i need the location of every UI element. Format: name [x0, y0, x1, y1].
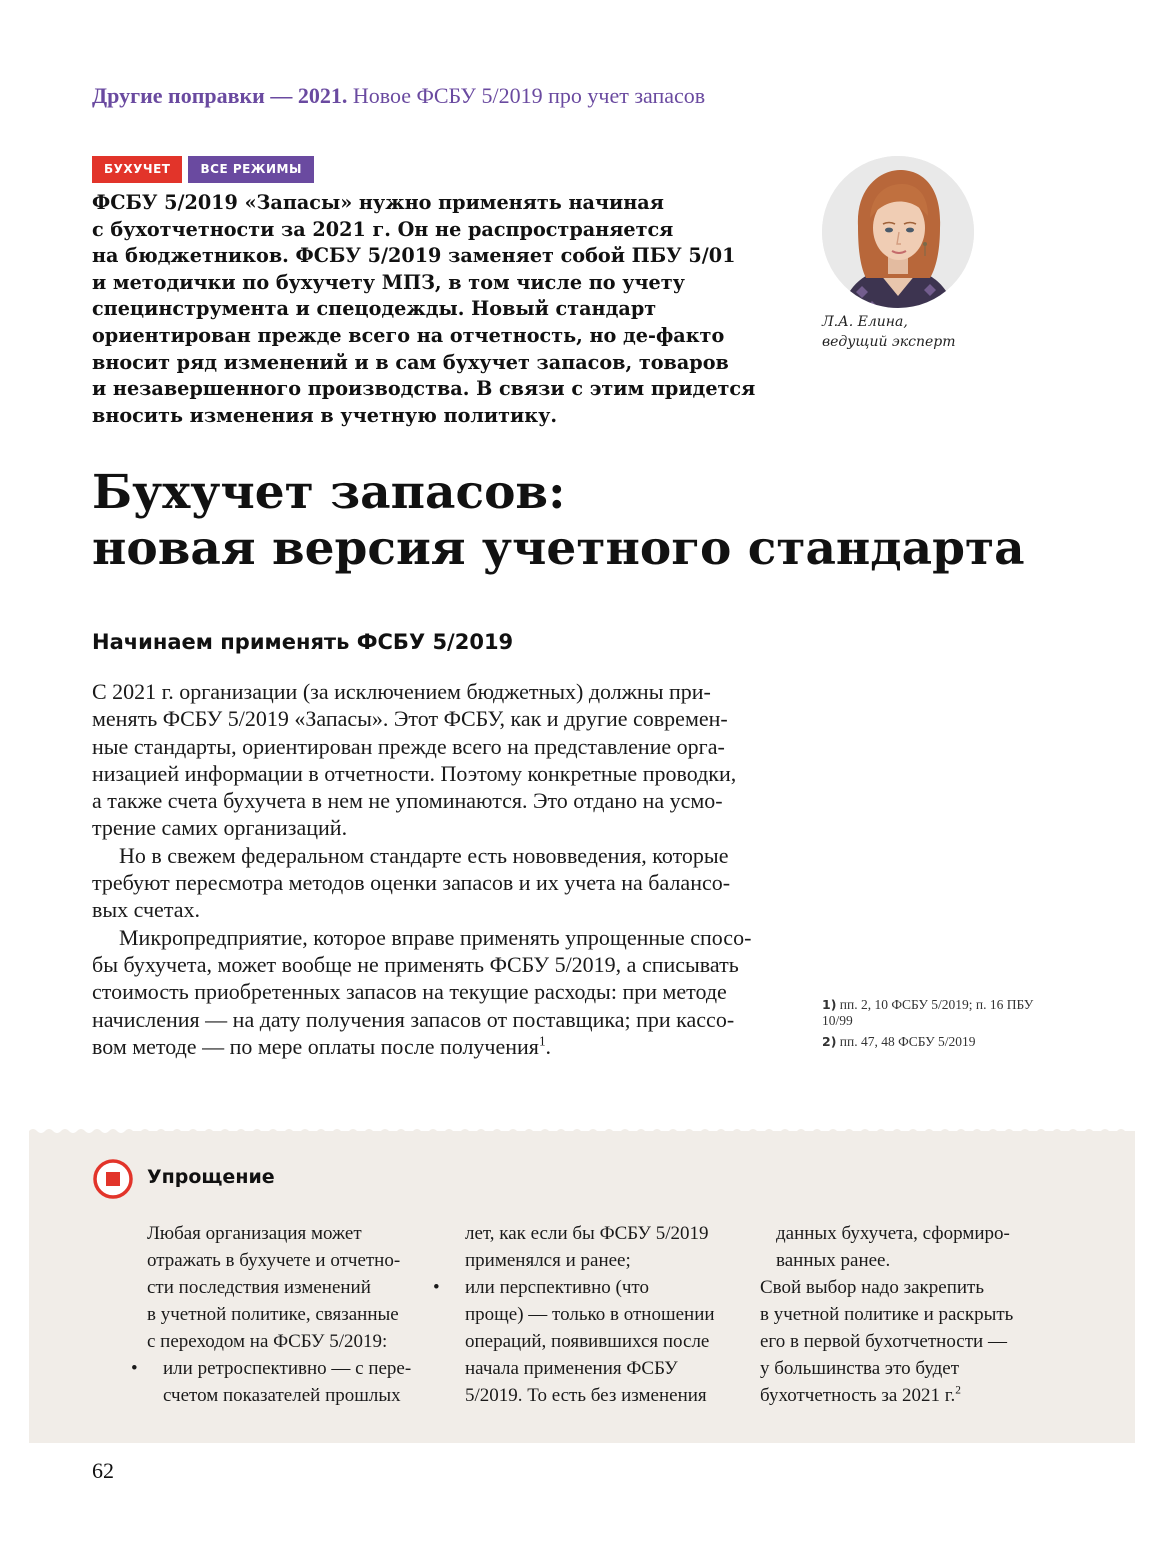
text-line-content: вом методе — по мере оплаты после получения [92, 1033, 539, 1059]
text-line: низацией информации в отчетности. Поэтому конкретные проводки, [92, 760, 737, 786]
text-line: менять ФСБУ 5/2019 «Запасы». Этот ФСБУ, как и другие современ- [92, 706, 728, 732]
tag-accounting: БУХУЧЕТ [92, 156, 182, 183]
author-caption [822, 312, 1042, 352]
text-line: Но в свежем федеральном стандарте есть нововведения, которые [119, 842, 729, 868]
footnote [822, 1034, 1062, 1050]
box-column-1 [147, 1220, 437, 1409]
lead-paragraph [92, 190, 782, 429]
text-line: ные стандарты, ориентирован прежде всего на представление орга- [92, 733, 725, 759]
running-header-topic: Новое ФСБУ 5/2019 про учет запасов [347, 83, 706, 108]
footnote-text: пп. 2, 10 ФСБУ 5/2019; п. 16 ПБУ 10/99 [822, 997, 1034, 1028]
lead-line: и методички по бухучету МПЗ, в том числе по учету [92, 270, 685, 294]
text-line: Любая организация может [147, 1223, 362, 1244]
portrait-illustration [822, 156, 974, 308]
text-line [760, 1382, 1060, 1409]
text-line: его в первой бухотчетности — [760, 1331, 1007, 1352]
tag-all-regimes: ВСЕ РЕЖИМЫ [188, 156, 313, 183]
text-line: в учетной политике и раскрыть [760, 1304, 1014, 1325]
text-line: операций, появившихся после [465, 1331, 710, 1352]
text-line: стоимость приобретенных запасов на текущие расходы: при методе [92, 979, 727, 1005]
body-text [92, 678, 792, 1060]
text-line: лет, как если бы ФСБУ 5/2019 [465, 1223, 709, 1244]
page-number: 62 [92, 1458, 114, 1483]
text-line: применялся и ранее; [465, 1250, 631, 1271]
footnote-number: 1) [822, 997, 837, 1012]
lead-line: специнструмента и спецодежды. Новый стандарт [92, 297, 657, 321]
text-line: бы бухучета, может вообще не применять ФСБУ 5/2019, а списывать [92, 951, 739, 977]
paragraph-1 [92, 678, 792, 842]
text-line: трение самих организаций. [92, 815, 348, 841]
author-role: ведущий эксперт [822, 334, 956, 350]
text-line: отражать в бухучете и отчетно- [147, 1250, 401, 1271]
lead-line: ориентирован прежде всего на отчетность, но де-факто [92, 323, 725, 347]
stop-icon [92, 1158, 134, 1200]
tag-list [92, 156, 314, 183]
box-serrated-edge [29, 1127, 1135, 1135]
footnote-text: пп. 47, 48 ФСБУ 5/2019 [836, 1034, 976, 1049]
footnote-ref[interactable]: 1 [538, 1033, 546, 1049]
running-header-section: Другие поправки — 2021. [92, 83, 348, 108]
text-line: у большинства это будет [760, 1358, 960, 1379]
paragraph-2 [92, 842, 792, 924]
bullet-item: • или перспективно (что [449, 1274, 749, 1301]
bullet-item: • или ретроспективно — с пере- [147, 1355, 437, 1382]
text-line: проще) — только в отношении [465, 1304, 715, 1325]
lead-line: на бюджетников. ФСБУ 5/2019 заменяет собой ПБУ 5/01 [92, 244, 736, 268]
text-line: сти последствия изменений [147, 1277, 371, 1298]
text-line: в учетной политике, связанные [147, 1304, 399, 1325]
text-line-content: бухотчетность за 2021 г. [760, 1385, 956, 1406]
lead-line: вносит ряд изменений и в сам бухучет запасов, товаров [92, 350, 729, 374]
text-line: начала применения ФСБУ [465, 1358, 678, 1379]
text-line: 5/2019. То есть без изменения [465, 1385, 707, 1406]
text-line: Микропредприятие, которое вправе применять упрощенные спосо- [119, 924, 752, 950]
box-column-2 [449, 1220, 749, 1409]
lead-line: и незавершенного производства. В связи с этим придется [92, 377, 756, 401]
footnotes [822, 997, 1062, 1055]
text-line: требуют пересмотра методов оценки запасов и их учета на балансо- [92, 870, 731, 896]
footnote [822, 997, 1062, 1029]
article-title-line: Бухучет запасов: [92, 465, 566, 520]
running-header [92, 83, 1072, 109]
section-heading: Начинаем применять ФСБУ 5/2019 [92, 630, 514, 654]
box-heading: Упрощение [147, 1166, 275, 1188]
article-title-line: новая версия учетного стандарта [92, 521, 1025, 576]
paragraph-3 [92, 924, 792, 1060]
article-title [92, 465, 1092, 577]
box-column-3 [760, 1220, 1060, 1409]
text-line: Свой выбор надо закрепить [760, 1277, 985, 1298]
text-line: а также счета бухучета в нем не упоминаются. Это отдано на усмо- [92, 788, 723, 814]
footnote-number: 2) [822, 1034, 837, 1049]
text-line: данных бухучета, сформиро- [776, 1223, 1010, 1244]
text-line: вых счетах. [92, 897, 200, 923]
text-line: вом методе — по мере оплаты после получения$^1$. [92, 1033, 552, 1059]
footnote-ref[interactable]: 2 [955, 1384, 961, 1397]
text-line: С 2021 г. организации (за исключением бюджетных) должны при- [92, 679, 711, 704]
author-portrait [822, 156, 974, 308]
text-line: начисления — на дату получения запасов от поставщика; при кассо- [92, 1006, 735, 1032]
lead-line: с бухотчетности за 2021 г. Он не распространяется [92, 217, 674, 241]
text-line: с переходом на ФСБУ 5/2019: [147, 1331, 388, 1352]
lead-line: ФСБУ 5/2019 «Запасы» нужно применять начиная [92, 191, 664, 214]
text-line: ванных ранее. [776, 1250, 891, 1271]
lead-line: вносить изменения в учетную политику. [92, 403, 558, 427]
text-line: счетом показателей прошлых [163, 1385, 401, 1406]
author-name: Л.А. Елина, [822, 314, 908, 330]
